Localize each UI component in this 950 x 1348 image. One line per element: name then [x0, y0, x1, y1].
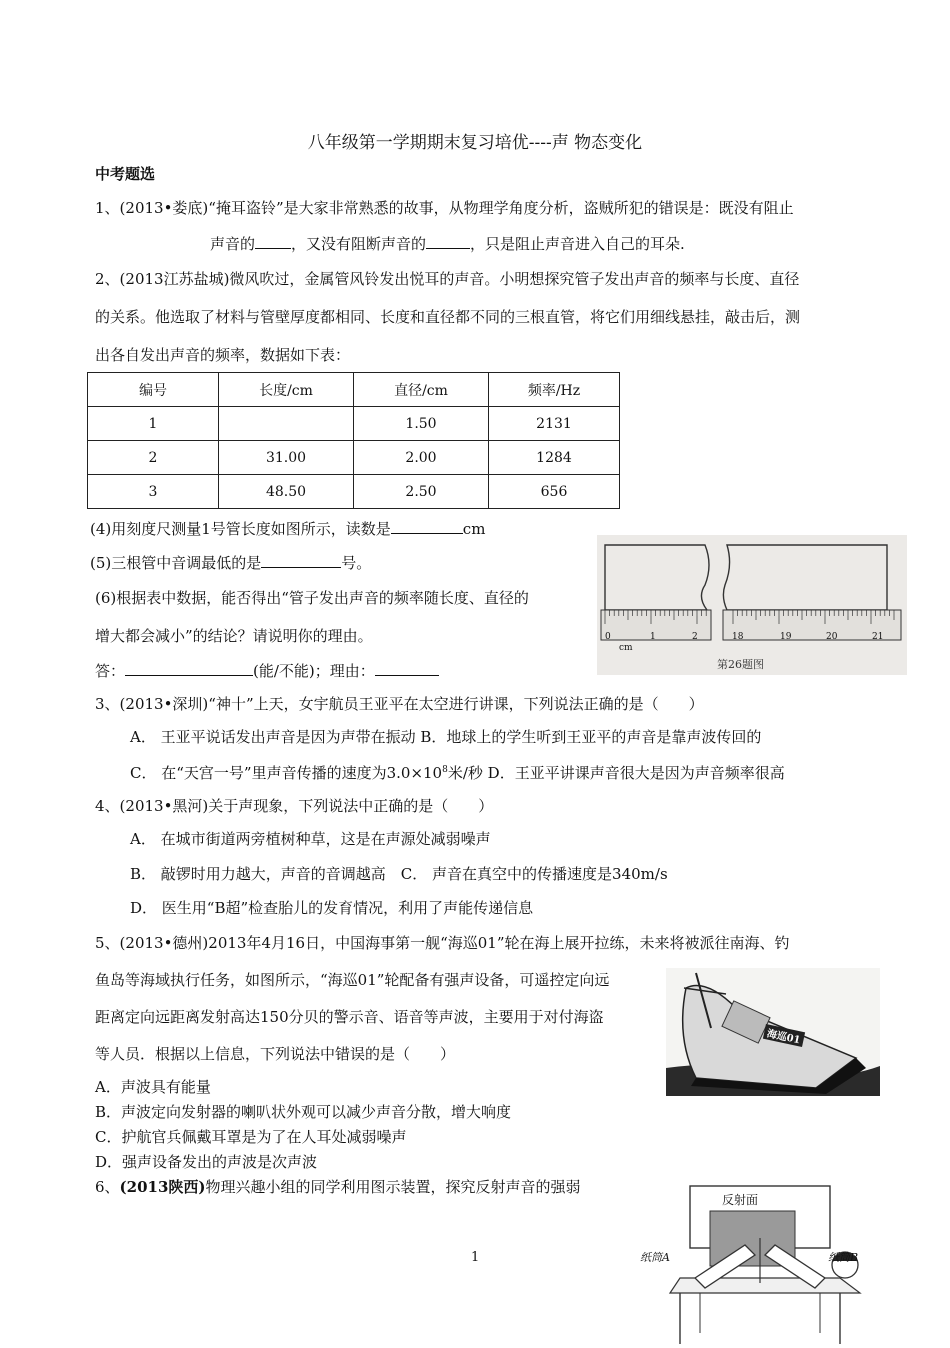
table-cell	[219, 407, 354, 441]
q2-answer-line: 答： (能/不能)；理由：	[95, 660, 439, 681]
q5-line2: 鱼岛等海域执行任务，如图所示，“海巡01”轮配备有强声设备，可遥控定向远	[95, 971, 610, 989]
table-cell: 48.50	[219, 475, 354, 509]
ruler-tick-label: 0	[605, 632, 611, 642]
table-cell: 1	[88, 407, 219, 441]
table-row	[88, 407, 620, 441]
q2-part5: (5)三根管中音调最低的是 号。	[90, 554, 372, 572]
table-cell: 2.50	[354, 475, 489, 509]
tube-b-label: 纸筒B	[828, 1251, 859, 1264]
ruler-tick-label: 21	[872, 632, 884, 642]
q5-option-d: D．强声设备发出的声波是次声波	[95, 1153, 318, 1171]
q4-option-a: A． 在城市街道两旁植树种草，这是在声源处减弱噪声	[130, 830, 491, 848]
q5-option-b: B．声波定向发射器的喇叭状外观可以减少声音分散，增大响度	[95, 1103, 512, 1121]
q4-option-d: D． 医生用“B超”检查胎儿的发育情况，利用了声能传递信息	[130, 899, 534, 917]
table-cell: 1.50	[354, 407, 489, 441]
ruler-unit: cm	[619, 643, 633, 653]
ship-figure	[666, 968, 880, 1096]
q1-line2: 声音的 ，又没有阻断声音的 ，只是阻止声音进入自己的耳朵.	[210, 235, 685, 253]
q2-line3: 出各自发出声音的频率，数据如下表：	[95, 346, 351, 364]
q2-part6-line2: 增大都会减小”的结论？请说明你的理由。	[95, 627, 373, 645]
table-cell: 2131	[489, 407, 620, 441]
ship-hull-label: 海巡01	[763, 1024, 805, 1047]
q5-line4: 等人员．根据以上信息，下列说法中错误的是（ ）	[95, 1045, 456, 1063]
q5-line3: 距离定向远距离发射高达150分贝的警示音、语音等声波，主要用于对付海盗	[95, 1008, 604, 1026]
table-header: 编号	[88, 373, 219, 407]
q3-option-cd: C． 在“天宫一号”里声音传播的速度为$3.0\times 10^8$米/秒 D．王亚平讲课声音很大是因为声音频率很高	[130, 764, 785, 782]
table-cell: 1284	[489, 441, 620, 475]
q1-line1: 1、(2013•娄底)“掩耳盗铃”是大家非常熟悉的故事，从物理学角度分析，盗贼所犯的错误是：既没有阻止	[95, 199, 794, 217]
q3-stem: 3、(2013•深圳)“神十”上天，女宇航员王亚平在太空进行讲课，下列说法正确的是（ ）	[95, 695, 704, 713]
ruler-tick-label: 18	[732, 632, 744, 642]
table-header: 直径/cm	[354, 373, 489, 407]
page-number: 1	[471, 1250, 480, 1265]
q5-option-c: C．护航官兵佩戴耳罩是为了在人耳处减弱噪声	[95, 1128, 407, 1146]
reflection-figure	[640, 1183, 880, 1344]
table-cell: 2	[88, 441, 219, 475]
ruler-tick-label: 1	[650, 632, 656, 642]
section-heading: 中考题选	[95, 165, 156, 183]
frequency-table	[87, 372, 620, 509]
table-cell: 656	[489, 475, 620, 509]
figure-caption: 第26题图	[717, 658, 764, 671]
table-cell: 3	[88, 475, 219, 509]
ruler-tick-label: 2	[692, 632, 698, 642]
q4-stem: 4、(2013•黑河)关于声现象，下列说法中正确的是（ ）	[95, 797, 494, 815]
ruler-tick-label: 19	[780, 632, 792, 642]
ruler-figure	[597, 535, 907, 675]
q2-line2: 的关系。他选取了材料与管壁厚度都相同、长度和直径都不同的三根直管，将它们用细线悬挂，敲击后，测	[95, 308, 801, 326]
q5-option-a: A．声波具有能量	[95, 1078, 211, 1096]
q2-part6-line1: (6)根据表中数据，能否得出“管子发出声音的频率随长度、直径的	[95, 589, 529, 607]
q2-line1: 2、(2013江苏盐城)微风吹过，金属管风铃发出悦耳的声音。小明想探究管子发出声音的频率与长度、直径	[95, 270, 800, 288]
q3-option-ab: A． 王亚平说话发出声音是因为声带在振动 B．地球上的学生听到王亚平的声音是靠声波传回的	[130, 728, 762, 746]
ruler-illustration	[597, 535, 907, 675]
table-row	[88, 475, 620, 509]
tube-a-label: 纸筒A	[640, 1251, 670, 1264]
reflector-label: 反射面	[722, 1193, 759, 1207]
table-header-row	[88, 373, 620, 407]
ruler-tick-label: 20	[826, 632, 838, 642]
table-row	[88, 441, 620, 475]
page-title: 八年级第一学期期末复习培优----声 物态变化	[307, 133, 643, 153]
q2-part4: (4)用刻度尺测量1号管长度如图所示，读数是 cm	[90, 520, 486, 538]
q5-line1: 5、(2013•德州)2013年4月16日，中国海事第一舰“海巡01”轮在海上展开拉练，未来将被派往南海、钓	[95, 934, 790, 952]
q6-stem: 6、(2013陕西)物理兴趣小组的同学利用图示装置，探究反射声音的强弱	[95, 1178, 581, 1196]
table-cell: 31.00	[219, 441, 354, 475]
table-header: 长度/cm	[219, 373, 354, 407]
q4-option-bc: B． 敲锣时用力越大，声音的音调越高 C． 声音在真空中的传播速度是340m/s	[130, 865, 668, 883]
table-cell: 2.00	[354, 441, 489, 475]
table-header: 频率/Hz	[489, 373, 620, 407]
